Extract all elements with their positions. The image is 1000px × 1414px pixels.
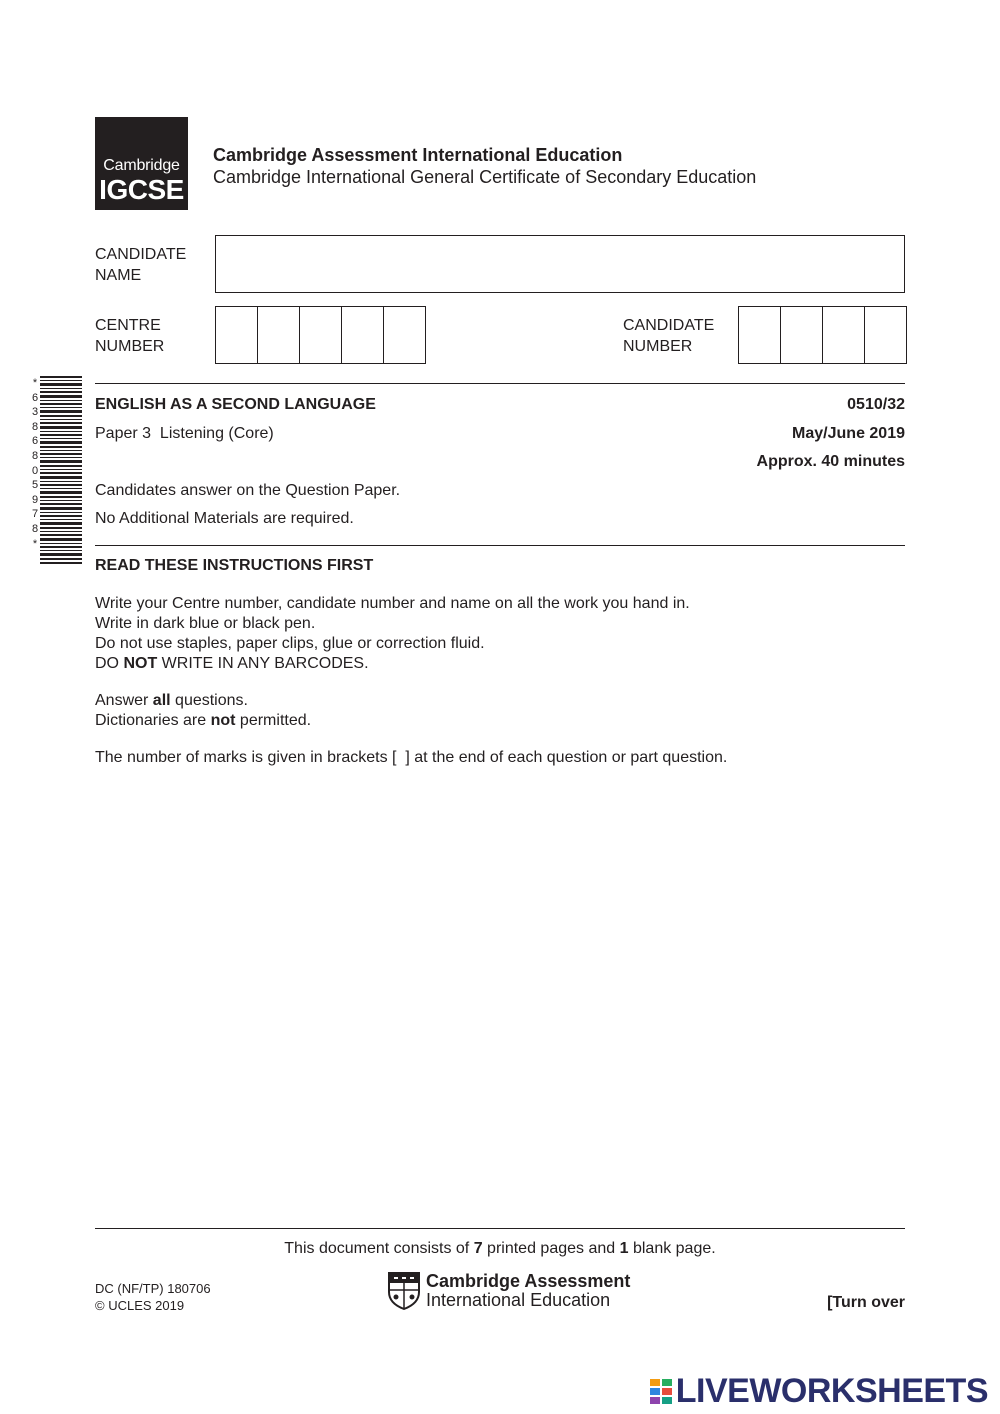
barcode-image — [40, 376, 82, 566]
shield-icon — [388, 1272, 420, 1310]
candidate-number-box[interactable] — [739, 307, 781, 363]
brand-line2: International Education — [426, 1290, 611, 1310]
instruction-line: Write in dark blue or black pen. — [95, 615, 316, 632]
instructions-block-2 — [95, 691, 311, 731]
instruction-line: The number of marks is given in brackets [ ] at the end of each question or part question. — [95, 749, 728, 766]
centre-number-box[interactable] — [300, 307, 342, 363]
instruction-line: Dictionaries are not permitted. — [95, 712, 312, 729]
cambridge-assessment-logo — [388, 1272, 630, 1310]
document-ref: DC (NF/TP) 180706 — [95, 1281, 211, 1296]
instruction-line: DO NOT WRITE IN ANY BARCODES. — [95, 655, 369, 672]
instructions-heading: READ THESE INSTRUCTIONS FIRST — [95, 557, 374, 574]
org-name: Cambridge Assessment International Education — [213, 145, 623, 165]
subject-title: ENGLISH AS A SECOND LANGUAGE — [95, 396, 376, 413]
logo-line2: IGCSE — [99, 174, 184, 205]
instruction-line: Write your Centre number, candidate number and name on all the work you hand in. — [95, 595, 690, 612]
answer-note: Candidates answer on the Question Paper. — [95, 482, 401, 499]
liveworksheets-watermark — [650, 1372, 988, 1411]
org-subtitle: Cambridge International General Certificate of Secondary Education — [213, 167, 757, 187]
page-count-note: This document consists of 7 printed pages and 1 blank page. — [284, 1240, 716, 1257]
paper-code: 0510/32 — [847, 396, 905, 413]
copyright: © UCLES 2019 — [95, 1298, 185, 1313]
centre-number-field[interactable] — [215, 306, 426, 364]
candidate-name-label: CANDIDATE NAME — [95, 246, 187, 284]
candidate-number-box[interactable] — [781, 307, 823, 363]
candidate-name-field[interactable] — [215, 235, 905, 293]
instructions-block-1 — [95, 594, 690, 674]
turn-over-label: [Turn over — [827, 1294, 905, 1311]
barcode-digits: * 6 3 8 6 8 0 5 9 7 8 * — [31, 377, 39, 550]
exam-session: May/June 2019 — [792, 425, 905, 442]
exam-duration: Approx. 40 minutes — [756, 453, 905, 470]
watermark-text: LIVEWORKSHEETS — [675, 1372, 988, 1410]
candidate-number-box[interactable] — [865, 307, 906, 363]
centre-number-box[interactable] — [216, 307, 258, 363]
instructions-block-3 — [95, 748, 727, 768]
divider — [95, 545, 905, 546]
logo-line1: Cambridge — [103, 157, 180, 174]
centre-number-box[interactable] — [258, 307, 300, 363]
divider — [95, 383, 905, 384]
divider — [95, 1228, 905, 1229]
centre-number-box[interactable] — [342, 307, 384, 363]
candidate-number-field[interactable] — [738, 306, 907, 364]
brand-line1: Cambridge Assessment — [426, 1271, 631, 1291]
instruction-line: Do not use staples, paper clips, glue or correction fluid. — [95, 635, 485, 652]
materials-note: No Additional Materials are required. — [95, 510, 354, 527]
footer-reference — [95, 1280, 211, 1314]
instruction-line: Answer all questions. — [95, 692, 248, 709]
centre-number-box[interactable] — [384, 307, 425, 363]
candidate-number-label: CANDIDATE NUMBER — [623, 317, 715, 355]
centre-number-label: CENTRE NUMBER — [95, 317, 165, 355]
cambridge-igcse-logo — [95, 117, 188, 210]
candidate-number-box[interactable] — [823, 307, 865, 363]
paper-title: Paper 3 Listening (Core) — [95, 425, 274, 442]
liveworksheets-logo-icon — [650, 1379, 672, 1405]
